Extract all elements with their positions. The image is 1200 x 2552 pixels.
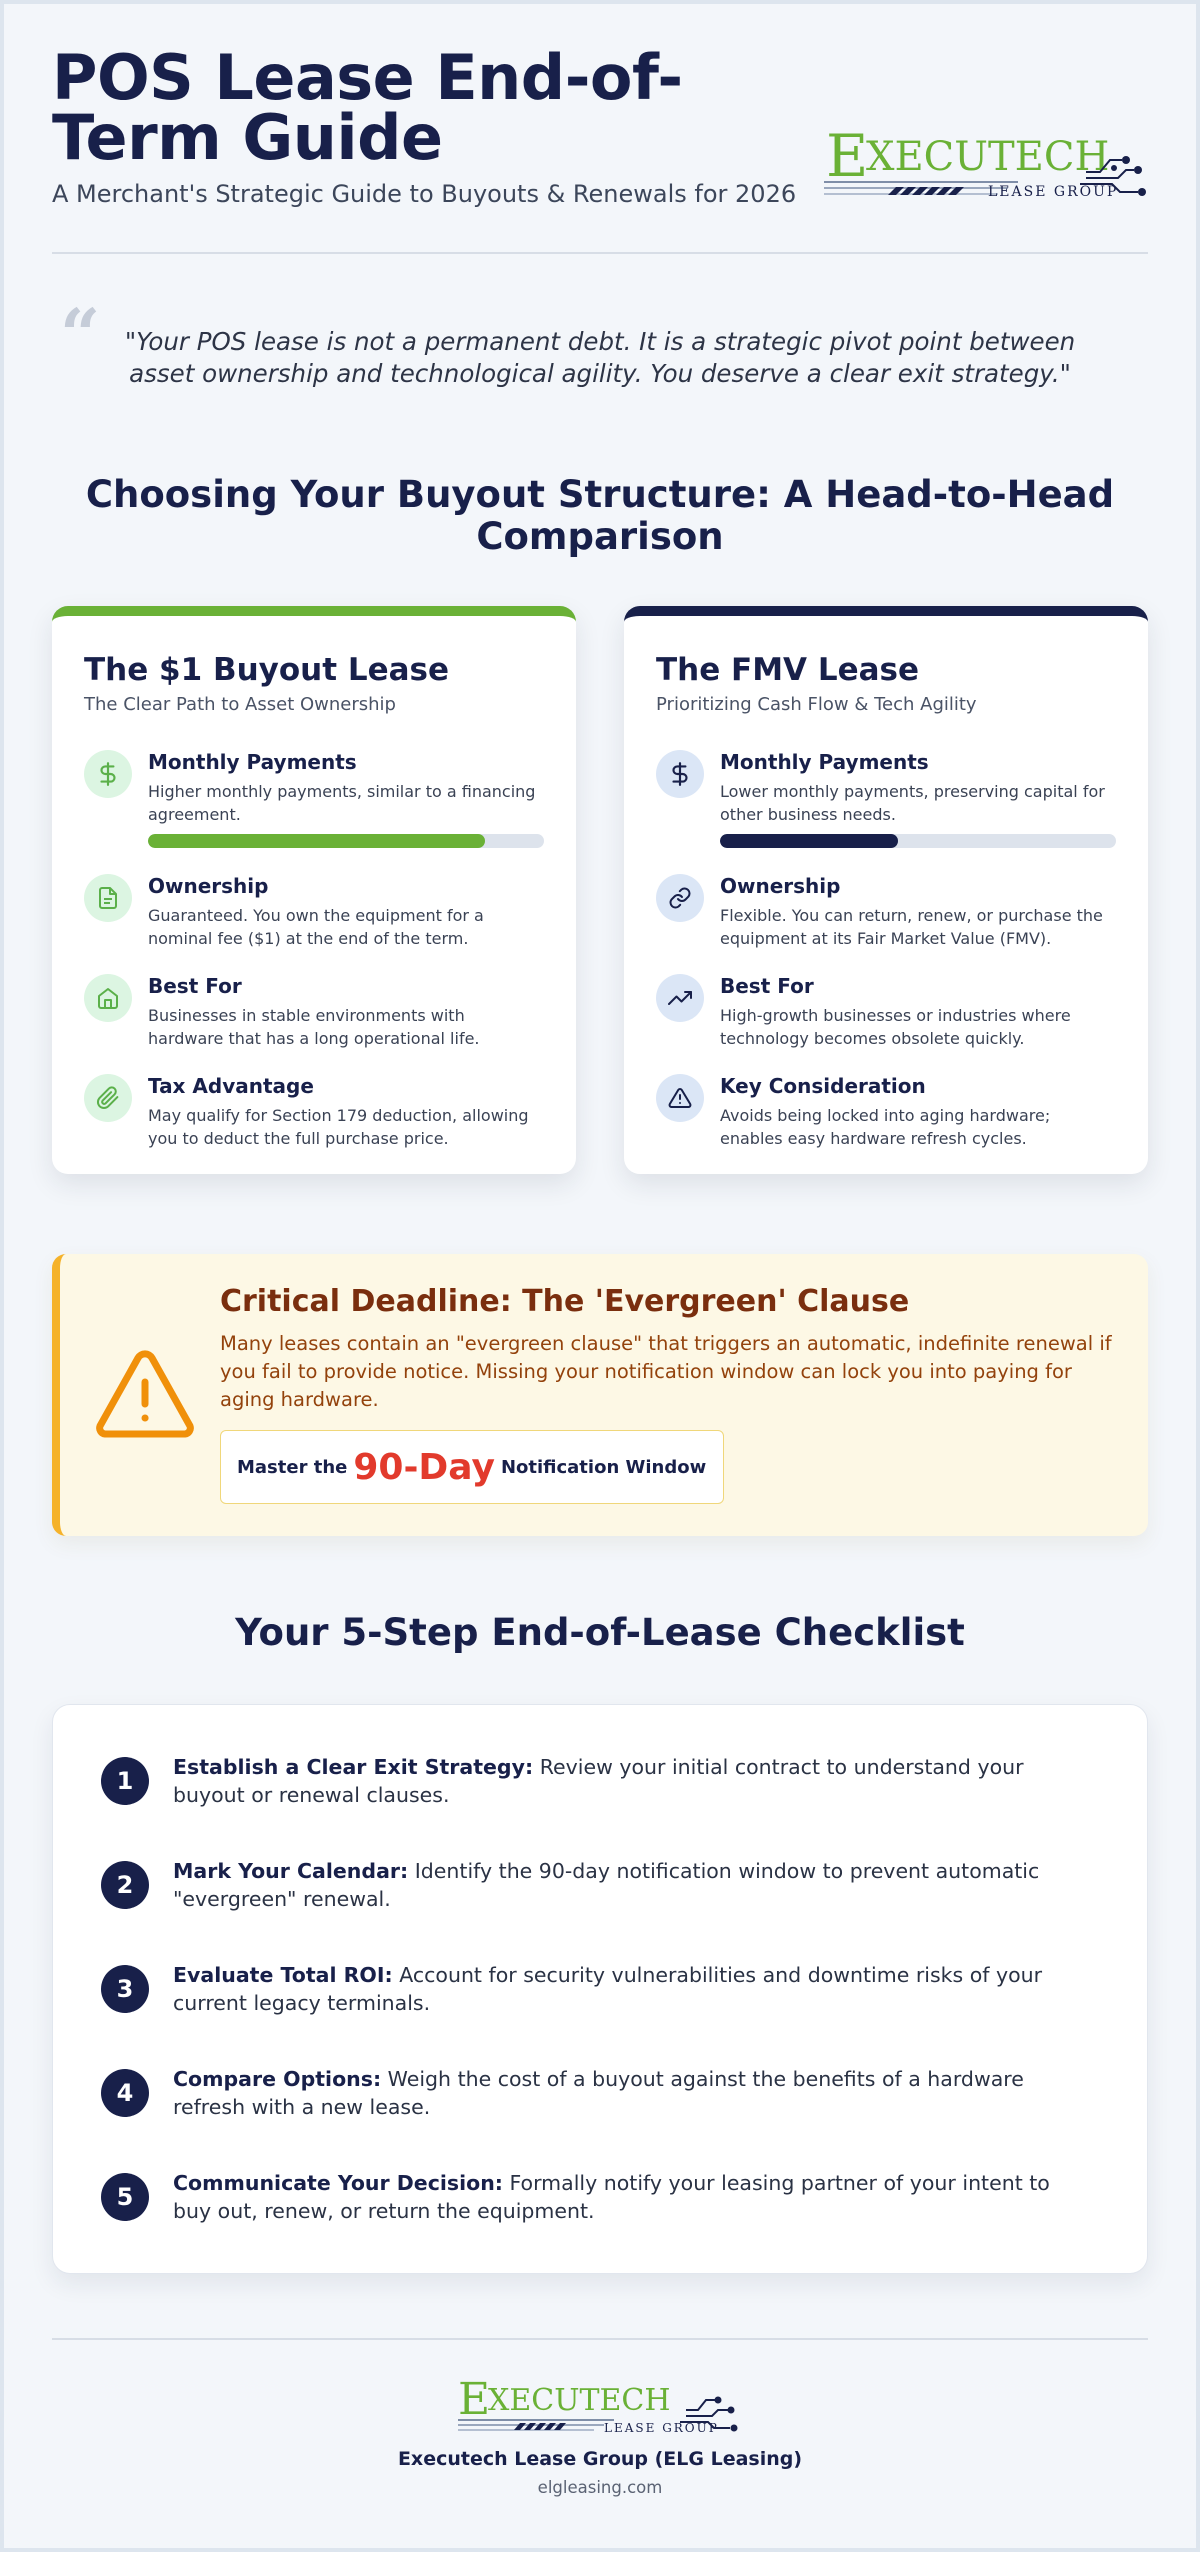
step-label: Establish a Clear Exit Strategy: bbox=[173, 1755, 534, 1779]
feature-description: Guaranteed. You own the equipment for a nominal fee ($1) at the end of the term. bbox=[148, 906, 484, 948]
warning-text: Many leases contain an "evergreen clause" that triggers an automatic, indefinite renewal if you fail to provide notice. Missing your notification window can lock you into paying for aging hardware. bbox=[220, 1332, 1112, 1411]
notification-window-badge bbox=[220, 1430, 724, 1504]
step-text bbox=[173, 1961, 1093, 2017]
step-number: 4 bbox=[101, 2069, 149, 2117]
feature-title: Monthly Payments bbox=[148, 750, 357, 774]
warning-title: Critical Deadline: The 'Evergreen' Clause bbox=[220, 1284, 910, 1319]
feature-title: Key Consideration bbox=[720, 1074, 926, 1098]
card-subtitle: Prioritizing Cash Flow & Tech Agility bbox=[656, 694, 977, 715]
header-divider bbox=[52, 252, 1148, 254]
step-description: Formally notify your leasing partner of your intent to buy out, renew, or return the equipment. bbox=[173, 2171, 1050, 2223]
badge-prefix: Master the bbox=[237, 1456, 348, 1478]
link-icon bbox=[656, 874, 704, 922]
page-title: POS Lease End-of-Term Guide bbox=[52, 41, 683, 174]
dollar-icon bbox=[84, 750, 132, 798]
document-icon bbox=[84, 874, 132, 922]
executech-logo bbox=[818, 98, 1148, 208]
paperclip-icon bbox=[84, 1074, 132, 1122]
feature-description: Lower monthly payments, preserving capital for other business needs. bbox=[720, 782, 1105, 824]
card-title: The FMV Lease bbox=[656, 652, 920, 688]
card-fmv-lease bbox=[624, 606, 1148, 1174]
step-description: Review your initial contract to understand your buyout or renewal clauses. bbox=[173, 1755, 1024, 1807]
footer-logo bbox=[454, 2366, 746, 2436]
step-label: Evaluate Total ROI: bbox=[173, 1963, 393, 1987]
step-number: 3 bbox=[101, 1965, 149, 2013]
evergreen-warning-callout bbox=[52, 1254, 1148, 1536]
step-description: Account for security vulnerabilities and downtime risks of your current legacy terminals. bbox=[173, 1963, 1043, 2015]
comparison-heading: Choosing Your Buyout Structure: A Head-to-Head Comparison bbox=[85, 473, 1115, 558]
step-text bbox=[173, 2065, 1093, 2121]
feature-description: Flexible. You can return, renew, or purchase the equipment at its Fair Market Value (FMV). bbox=[720, 906, 1103, 948]
step-text bbox=[173, 1753, 1093, 1809]
step-number: 2 bbox=[101, 1861, 149, 1909]
monthly-payment-bar-fill bbox=[720, 834, 898, 848]
page-subtitle: A Merchant's Strategic Guide to Buyouts & Renewals for 2026 bbox=[52, 180, 797, 208]
feature-title: Best For bbox=[720, 974, 814, 998]
monthly-payment-bar-fill bbox=[148, 834, 485, 848]
feature-title: Best For bbox=[148, 974, 242, 998]
step-number: 1 bbox=[101, 1757, 149, 1805]
logo-wordmark: XECUTECH bbox=[488, 2383, 671, 2418]
monthly-payment-bar bbox=[720, 834, 1116, 848]
step-label: Compare Options: bbox=[173, 2067, 382, 2091]
feature-description: Businesses in stable environments with hardware that has a long operational life. bbox=[148, 1006, 480, 1048]
feature-title: Ownership bbox=[148, 874, 269, 898]
step-description: Identify the 90-day notification window to prevent automatic "evergreen" renewal. bbox=[173, 1859, 1040, 1911]
feature-title: Ownership bbox=[720, 874, 841, 898]
step-text bbox=[173, 2169, 1093, 2225]
logo-first-letter: E bbox=[458, 2374, 491, 2425]
step-label: Communicate Your Decision: bbox=[173, 2171, 503, 2195]
monthly-payment-bar bbox=[148, 834, 544, 848]
feature-description: Avoids being locked into aging hardware; enables easy hardware refresh cycles. bbox=[720, 1106, 1051, 1148]
footer-website-link[interactable]: elgleasing.com bbox=[537, 2478, 663, 2497]
logo-wordmark: XECUTECH bbox=[866, 134, 1110, 180]
logo-tagline: LEASE GROUP bbox=[604, 2421, 719, 2435]
feature-description: Higher monthly payments, similar to a financing agreement. bbox=[148, 782, 536, 824]
dollar-icon bbox=[656, 750, 704, 798]
feature-description: High-growth businesses or industries where technology becomes obsolete quickly. bbox=[720, 1006, 1071, 1048]
logo-tagline: LEASE GROUP bbox=[988, 184, 1119, 200]
feature-title: Monthly Payments bbox=[720, 750, 929, 774]
badge-suffix: Notification Window bbox=[500, 1456, 707, 1478]
alert-triangle-icon bbox=[96, 1350, 194, 1438]
step-label: Mark Your Calendar: bbox=[173, 1859, 409, 1883]
logo-first-letter: E bbox=[826, 122, 869, 190]
checklist-panel bbox=[52, 1704, 1148, 2274]
footer-divider bbox=[52, 2338, 1148, 2340]
trending-up-icon bbox=[656, 974, 704, 1022]
step-number: 5 bbox=[101, 2173, 149, 2221]
page-header bbox=[52, 41, 1148, 254]
feature-title: Tax Advantage bbox=[148, 1074, 314, 1098]
footer-company-name: Executech Lease Group (ELG Leasing) bbox=[397, 2448, 803, 2470]
quote-mark-icon: “ bbox=[60, 293, 101, 376]
step-description: Weigh the cost of a buyout against the benefits of a hardware refresh with a new lease. bbox=[173, 2067, 1024, 2119]
card-one-dollar-buyout bbox=[52, 606, 576, 1174]
intro-quote: "Your POS lease is not a permanent debt. It is a strategic pivot point between asset ownership and technological agility. You deserve a clear exit strategy." bbox=[124, 327, 1076, 388]
home-icon bbox=[84, 974, 132, 1022]
card-title: The $1 Buyout Lease bbox=[84, 652, 450, 688]
badge-highlight: 90-Day bbox=[353, 1446, 495, 1488]
card-subtitle: The Clear Path to Asset Ownership bbox=[84, 694, 396, 715]
warning-icon bbox=[656, 1074, 704, 1122]
step-text bbox=[173, 1857, 1093, 1913]
checklist-heading: Your 5-Step End-of-Lease Checklist bbox=[235, 1611, 965, 1654]
feature-description: May qualify for Section 179 deduction, allowing you to deduct the full purchase price. bbox=[148, 1106, 529, 1148]
